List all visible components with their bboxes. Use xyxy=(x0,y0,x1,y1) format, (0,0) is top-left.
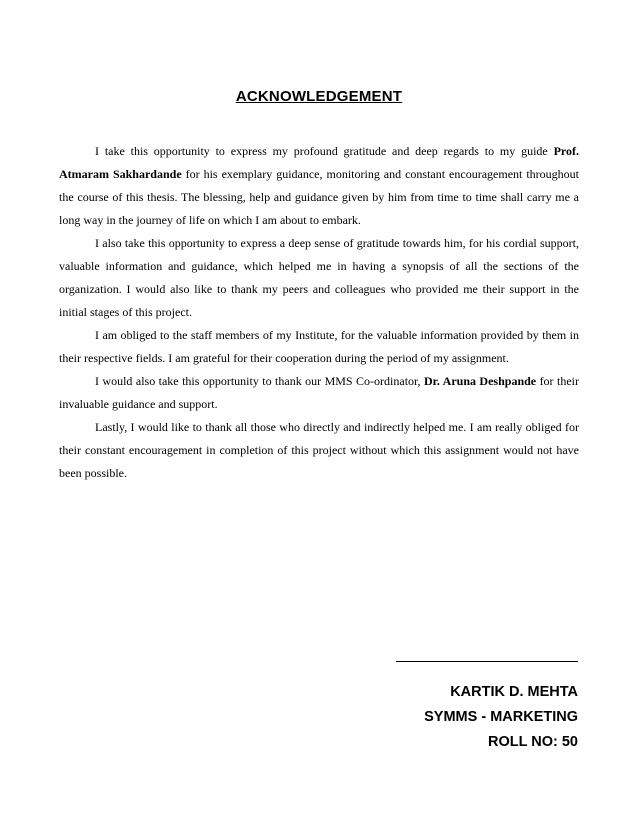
signature-block xyxy=(380,655,578,755)
paragraph-text: I also take this opportunity to express a deep sense of gratitude towards him, for his cordial support, valuable information and guidance, which helped me in having a synopsis of all the sections of the organization. I would also like to thank my peers and colleagues who provided me their support in the initial stages of this project. xyxy=(59,236,579,319)
paragraph-4 xyxy=(59,370,579,416)
paragraph-1 xyxy=(59,140,579,232)
paragraph-5 xyxy=(59,416,579,485)
coordinator-name: Dr. Aruna Deshpande xyxy=(423,374,537,388)
acknowledgement-body xyxy=(59,140,579,485)
paragraph-text: Lastly, I would like to thank all those who directly and indirectly helped me. I am really obliged for their constant encouragement in completion of this project without which this assignment would not have been possible. xyxy=(59,420,579,480)
page-title: ACKNOWLEDGEMENT xyxy=(235,88,403,105)
signature-name: KARTIK D. MEHTA xyxy=(450,684,578,700)
signature-roll: ROLL NO: 50 xyxy=(488,734,578,750)
paragraph-text: I am obliged to the staff members of my Institute, for the valuable information provided by them in their respective fields. I am grateful for their cooperation during the period of my assignment. xyxy=(59,328,579,365)
paragraph-text: for their invaluable guidance and support. xyxy=(59,374,579,411)
signature-line xyxy=(396,655,578,662)
paragraph-3 xyxy=(59,324,579,370)
paragraph-text: I would also take this opportunity to thank our MMS Co-ordinator, xyxy=(95,374,424,388)
guide-name: Prof. Atmaram Sakhardande xyxy=(59,144,579,181)
paragraph-2 xyxy=(59,232,579,324)
signature-program: SYMMS - MARKETING xyxy=(424,709,578,725)
paragraph-text: for his exemplary guidance, monitoring and constant encouragement throughout the course of this thesis. The blessing, help and guidance given by him from time to time shall carry me a long way in the journey of life on which I am about to embark. xyxy=(59,167,579,227)
paragraph-text: I take this opportunity to express my profound gratitude and deep regards to my guide xyxy=(95,144,554,158)
